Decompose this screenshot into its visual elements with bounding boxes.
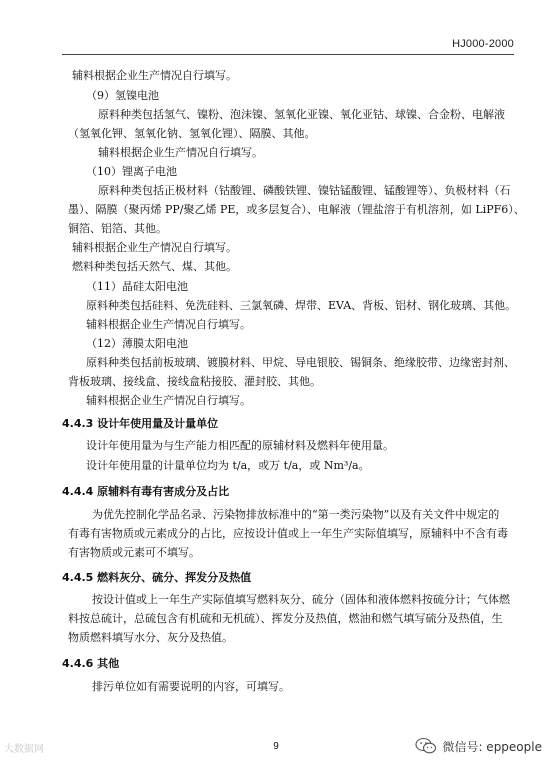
subsection-title: （9）氢镍电池 [86, 89, 159, 102]
paragraph-line: 辅料根据企业生产情况自行填写。 [72, 241, 237, 254]
paragraph-line: 有毒有害物质或元素成分的占比，应按设计值或上一年生产实际值填写，原辅料中不含有毒 [68, 527, 508, 540]
subsection-title: （12）薄膜太阳电池 [86, 337, 188, 350]
header-rule [62, 54, 514, 55]
paragraph-line: 辅料根据企业生产情况自行填写。 [86, 318, 251, 331]
paragraph-line: 燃料种类包括天然气、煤、其他。 [72, 260, 237, 273]
paragraph-line: 原料种类包括硅料、免洗硅料、三氯氧磷、焊带、EVA、背板、铝材、钢化玻璃、其他。 [86, 299, 517, 312]
paragraph-line: 设计年使用量的计量单位均为 t/a，或万 t/a，或 Nm³/a。 [86, 459, 370, 472]
paragraph-line: 辅料根据企业生产情况自行填写。 [98, 146, 263, 159]
paragraph-line: 排污单位如有需要说明的内容，可填写。 [92, 680, 290, 693]
watermark-text: 微信号: eppeople [442, 739, 542, 754]
paragraph-line: 辅料根据企业生产情况自行填写。 [86, 394, 251, 407]
paragraph-line: 物质燃料填写水分、灰分及热值。 [68, 631, 233, 644]
paragraph-line: 辅料根据企业生产情况自行填写。 [72, 69, 237, 82]
paragraph-line: 墨）、隔膜（聚丙烯 PP/聚乙烯 PE，或多层复合）、电解液（锂盐溶于有机溶剂，如 LiPF6）、 [68, 203, 525, 216]
paragraph-line: （氢氧化钾、氢氧化钠、氢氧化锂）、隔膜、其他。 [68, 127, 316, 140]
paragraph-line: 料按总硫计，总硫包含有机硫和无机硫）、挥发分及热值，燃油和燃气填写硫分及热值，生 [68, 612, 503, 625]
wechat-icon [415, 737, 437, 755]
document-code: HJ000-2000 [452, 38, 514, 50]
subsection-title: （10）锂离子电池 [86, 165, 177, 178]
section-heading: 4.4.6 其他 [62, 657, 120, 670]
paragraph-line: 为优先控制化学品名录、污染物排放标准中的“第一类污染物”以及有关文件中规定的 [92, 508, 500, 521]
watermark-left: 大数据网 [4, 744, 44, 755]
paragraph-line: 有害物质或元素可不填写。 [68, 546, 200, 559]
watermark-right [415, 737, 542, 755]
paragraph-line: 按设计值或上一年生产实际值填写燃料灰分、硫分（固体和液体燃料按硫分计；气体燃 [92, 593, 510, 606]
paragraph-line: 原料种类包括前板玻璃、镀膜材料、甲烷、导电银胶、锡铜条、绝缘胶带、边缘密封剂、 [86, 356, 515, 369]
paragraph-line: 原料种类包括正极材料（钴酸锂、磷酸铁锂、镍钴锰酸锂、锰酸锂等）、负极材料（石 [98, 184, 511, 197]
section-heading: 4.4.5 燃料灰分、硫分、挥发分及热值 [62, 571, 252, 584]
section-heading: 4.4.4 原辅料有毒有害成分及占比 [62, 485, 230, 498]
subsection-title: （11）晶硅太阳电池 [86, 280, 188, 293]
paragraph-line: 原料种类包括氢气、镍粉、泡沫镍、氢氧化亚镍、氧化亚钴、球镍、合金粉、电解液 [98, 108, 505, 121]
paragraph-line: 背板玻璃、接线盒、接线盒粘接胶、灌封胶、其他。 [68, 375, 321, 388]
paragraph-line: 设计年使用量为与生产能力相匹配的原辅材料及燃料年使用量。 [86, 439, 394, 452]
page-number: 9 [273, 741, 279, 752]
paragraph-line: 铜箔、铝箔、其他。 [68, 222, 167, 235]
section-heading: 4.4.3 设计年使用量及计量单位 [62, 417, 219, 430]
